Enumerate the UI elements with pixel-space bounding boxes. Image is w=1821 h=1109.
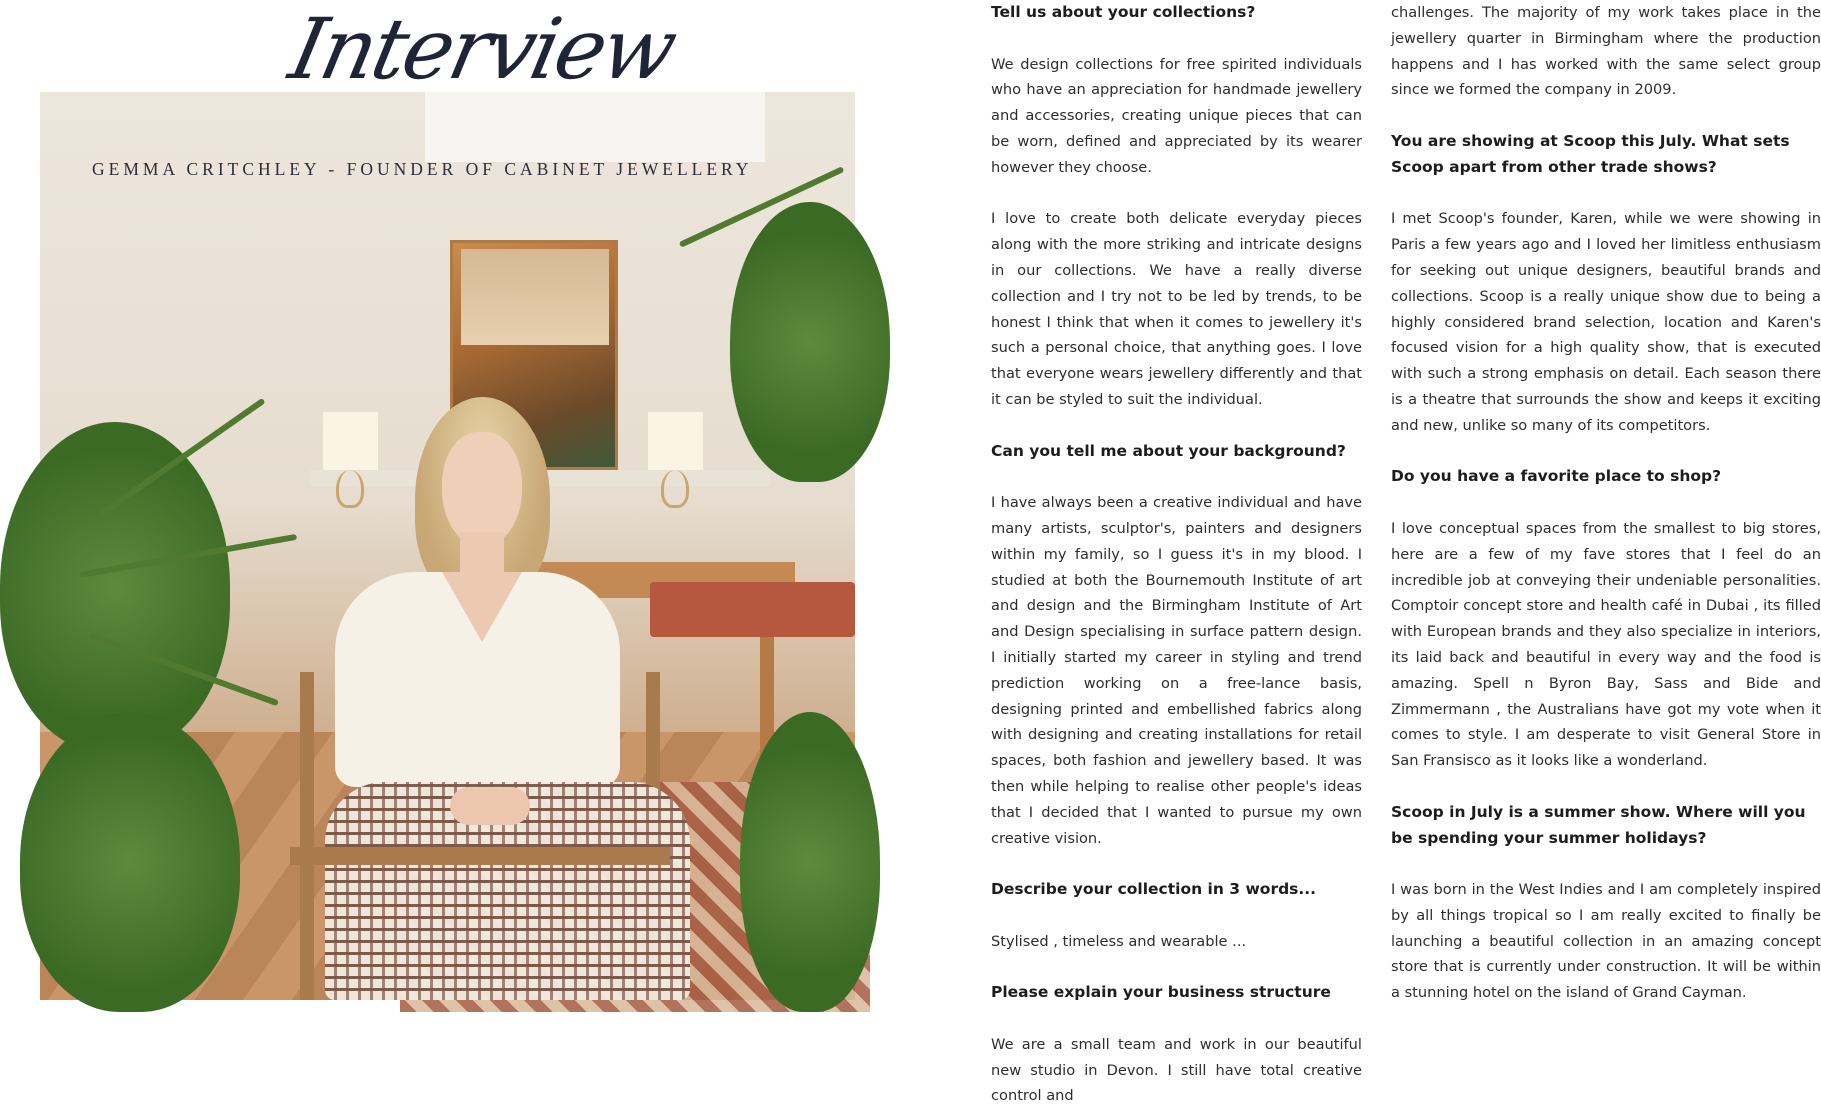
answer-paragraph: I love conceptual spaces from the smallest to big stores, here are a few of my fave stores that I feel do an incredible job at conveying their undeniable personalities. Comptoir concept store and health café in Dubai , its filled with European brands and they also specialize in interiors, its laid back and beautiful in every way and the food is amazing. Spell n Byron Bay, Sass and Bide and Zimmermann , the Australians have got my vote when it comes to style. I am desperate to visit General Store in San Fransisco as it looks like a wonderland. bbox=[1391, 519, 1821, 770]
answer-paragraph: challenges. The majority of my work takes place in the jewellery quarter in Birmingham where the production happens and I has worked with the same select group since we formed the company in 2009. bbox=[1391, 4, 1821, 99]
question-heading: Describe your collection in 3 words... bbox=[991, 880, 1317, 899]
answer-paragraph: I have always been a creative individual and have many artists, sculptor's, painters and designers within my family, so I guess it's in my blood. I studied at both the Bournemouth Institute of art and design and the Birmingham Institute of Art and Design specialising in surface pattern design. I initially started my career in styling and trend prediction working on a free-lance basis, designing printed and embellished fabrics along with designing and creating installations for retail spaces, both fashion and jewellery based. It was then while helping to realise other people's ideas that I decided that I wanted to pursue my own creative vision. bbox=[991, 494, 1362, 847]
plant-right bbox=[730, 202, 890, 482]
text-column-right bbox=[1391, 0, 1821, 1006]
face bbox=[442, 432, 522, 547]
question-heading: Scoop in July is a summer show. Where will you be spending your summer holidays? bbox=[1391, 802, 1806, 847]
plant-right-low bbox=[740, 712, 880, 1012]
bench bbox=[650, 582, 855, 637]
answer-paragraph: We design collections for free spirited individuals who have an appreciation for handmade jewellery and accessories, creating unique pieces that can be worn, defined and appreciated by its wearer however they choose. bbox=[991, 55, 1362, 176]
answer-paragraph: I met Scoop's founder, Karen, while we were showing in Paris a few years ago and I loved her limitless enthusiasm for seeking out unique designers, beautiful brands and collections. Scoop is a really unique show due to being a highly considered brand selection, location and Karen's focused vision for a high quality show, that is executed with such a strong emphasis on detail. Each season there is a theatre that surrounds the show and keeps it exciting and new, unlike so many of its competitors. bbox=[1391, 210, 1821, 434]
hands bbox=[450, 787, 530, 825]
answer-paragraph: Stylised , timeless and wearable ... bbox=[991, 932, 1247, 950]
answer-paragraph: We are a small team and work in our beautiful new studio in Devon. I still have total creative control and bbox=[991, 1035, 1362, 1105]
answer-paragraph: I was born in the West Indies and I am completely inspired by all things tropical so I am really excited to finally be launching a beautiful collection in an amazing concept store that is currently under construction. It will be within a stunning hotel on the island of Grand Cayman. bbox=[1391, 881, 1821, 1002]
question-heading: You are showing at Scoop this July. What sets Scoop apart from other trade shows? bbox=[1391, 131, 1790, 176]
cover-photo bbox=[40, 92, 855, 1000]
answer-paragraph: I love to create both delicate everyday pieces along with the more striking and intricate designs in our collections. We have a really diverse collection and I try not to be led by trends, to be honest I think that when it comes to jewellery it's such a personal choice, that anything goes. I love that everyone wears jewellery differently and that it can be styled to suit the individual. bbox=[991, 210, 1362, 408]
lamp-left-base bbox=[336, 470, 364, 508]
lamp-right bbox=[648, 412, 703, 470]
text-column-left bbox=[991, 0, 1362, 1109]
chair-arm bbox=[290, 847, 670, 865]
interview-title: Interview bbox=[281, 0, 683, 98]
question-heading: Please explain your business structure bbox=[991, 983, 1331, 1002]
question-heading: Do you have a favorite place to shop? bbox=[1391, 467, 1722, 486]
plant-left bbox=[0, 422, 230, 752]
question-heading: Tell us about your collections? bbox=[991, 3, 1256, 21]
plant-left-low bbox=[20, 712, 240, 1012]
v-neckline bbox=[442, 572, 522, 642]
interview-subtitle: GEMMA CRITCHLEY - FOUNDER OF CABINET JEWELLERY bbox=[92, 159, 753, 179]
question-heading: Can you tell me about your background? bbox=[991, 441, 1346, 460]
lamp-left bbox=[323, 412, 378, 470]
lamp-right-base bbox=[661, 470, 689, 508]
